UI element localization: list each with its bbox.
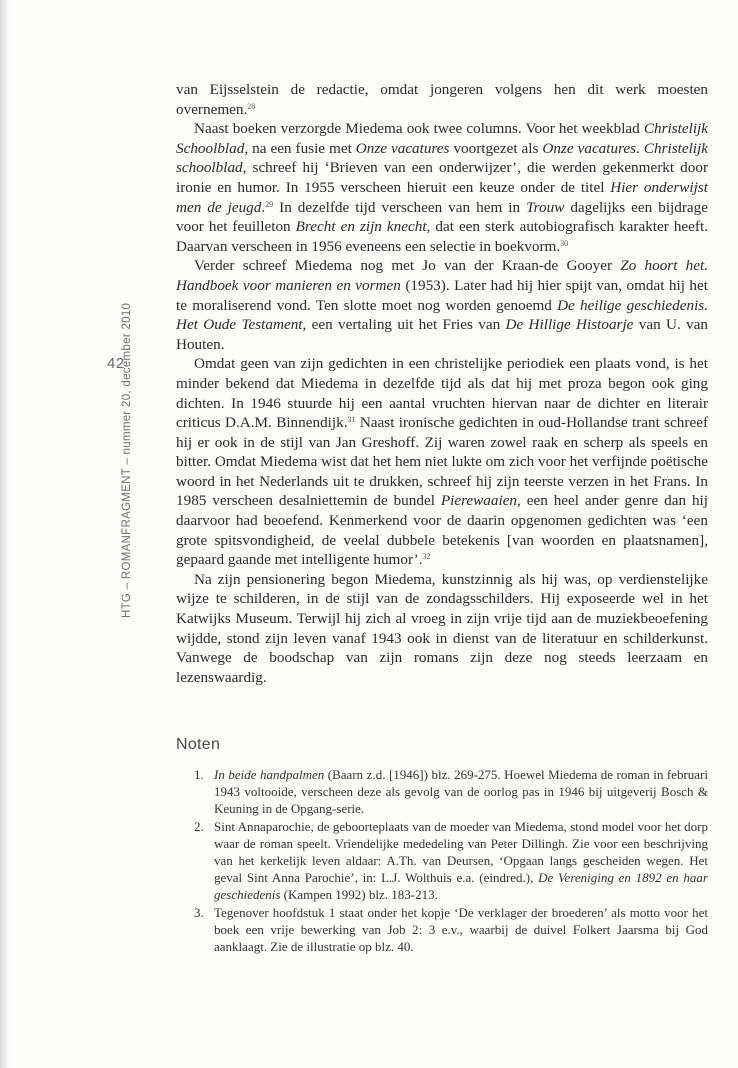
note-item: 2. Sint Annaparochie, de geboorteplaats van de moeder van Miedema, stond model voor het dorp waar de roman speelt. Vriendelijke mededeling van Peter Dillingh. Zie voor een beschrijving van het kerkelijk leven aldaar: A.Th. van Deursen, ‘Opgaan langs gescheiden wegen. Het geval Sint Anna Parochie’, in: L.J. Wolthuis e.a. (eindred.), De Vereniging en 1892 en haar geschiedenis (Kampen 1992) blz. 183-213.: [194, 818, 708, 903]
footnote-ref[interactable]: 28: [247, 101, 256, 111]
paragraph: Naast boeken verzorgde Miedema ook twee columns. Voor het weekblad Christelijk Schoolblad, na een fusie met Onze vacatures voortgezet als Onze vacatures. Christelijk schoolblad, schreef hij ‘Brieven van een onderwijzer’, die werden gekenmerkt door ironie en humor. In 1955 verscheen hieruit een keuze onder de titel Hier onderwijst men de jeugd.$^{29}$ In dezelfde tijd verscheen van hem in Trouw dagelijks een bijdrage voor het feuilleton Brecht en zijn knecht, dat een sterk autobiografisch karakter heeft. Daarvan verscheen in 1956 eveneens een selectie in boekvorm.$^{30}$: [176, 120, 708, 255]
footnote-ref[interactable]: 31: [347, 415, 356, 425]
note-number: 1.: [194, 767, 204, 782]
paragraph: Omdat geen van zijn gedichten in een christelijke periodiek een plaats vond, is het minder bekend dat Miedema in dezelfde tijd als dat hij met proza begon ook ging dichten. In 1946 stuurde hij een aantal vruchten hiervan naar de dichter en literair criticus D.A.M. Binnendijk.$^{31}$ Naast ironische gedichten in oud-Hollandse trant schreef hij er ook in de stijl van Jan Greshoff. Zij waren zowel raak en scherp als speels en bitter. Omdat Miedema wist dat het hem niet lukte om zich voor het verfijnde poëtische woord in het Nederlands uit te drukken, schreef hij zijn teerste verzen in het Frans. In 1985 verscheen desalniettemin de bundel Pierewaaien, een heel ander genre dan hij daarvoor had beoefend. Kenmerkend voor de daarin opgenomen gedichten was ‘een grote spitsvondigheid, de veelal dubbele betekenis [van woorden en plaatsnamen], gepaard gaande met intelligente humor’.$^{32}$: [176, 355, 709, 569]
note-number: 3.: [194, 904, 204, 920]
footnote-ref[interactable]: 32: [422, 552, 431, 562]
running-head: HTG – ROMANFRAGMENT – nummer 20, december 2010: [121, 302, 133, 618]
notes-list: [176, 766, 708, 955]
note-number: 2.: [194, 818, 204, 834]
paragraph: van Eijsselstein de redactie, omdat jongeren volgens hen dit werk moesten overnemen.$^{28}$: [176, 81, 708, 118]
page-edge-shadow: [0, 0, 10, 1068]
note-item: 3. Tegenover hoofdstuk 1 staat onder het kopje ‘De verklager der broederen’ als motto voor het boek een vrije bewerking van Job 2: 3 e.v., waarbij de duivel Folkert Jaarsma bij God aanklaagt. Zie de illustratie op blz. 40.: [194, 904, 708, 955]
paragraph: Verder schreef Miedema nog met Jo van der Kraan-de Gooyer Zo hoort het. Handboek voor manieren en vormen (1953). Later had hij hier spijt van, omdat hij het te moraliserend vond. Ten slotte moet nog worden genoemd De heilige geschiedenis. Het Oude Testament, een vertaling uit het Fries van De Hillige Histoarje van U. van Houten.: [176, 257, 709, 353]
body-text: [176, 80, 708, 687]
notes-heading: Noten: [176, 736, 221, 753]
paragraph: Na zijn pensionering begon Miedema, kunstzinnig als hij was, op verdienstelijke wijze te schilderen, in de stijl van de zondagsschilders. Hij exposeerde wel in het Katwijks Museum. Terwijl hij zich al vroeg in zijn vrije tijd aan de muziekbeoefening wijdde, stond zijn leven vanaf 1943 ook in dienst van de literatuur en schilderkunst. Vanwege de boodschap van zijn romans zijn deze nog steeds leerzaam en lezenswaardig.: [176, 570, 708, 686]
footnote-ref[interactable]: 30: [560, 238, 569, 248]
footnote-ref[interactable]: 29: [265, 199, 274, 209]
note-item: 1. In beide handpalmen (Baarn z.d. [1946]) blz. 269-275. Hoewel Miedema de roman in februari 1943 voltooide, verscheen deze als gevolg van de oorlog pas in 1946 bij uitgeverij Bosch & Keuning in de Opgang-serie.: [194, 767, 708, 817]
page-number: 42: [107, 355, 125, 372]
